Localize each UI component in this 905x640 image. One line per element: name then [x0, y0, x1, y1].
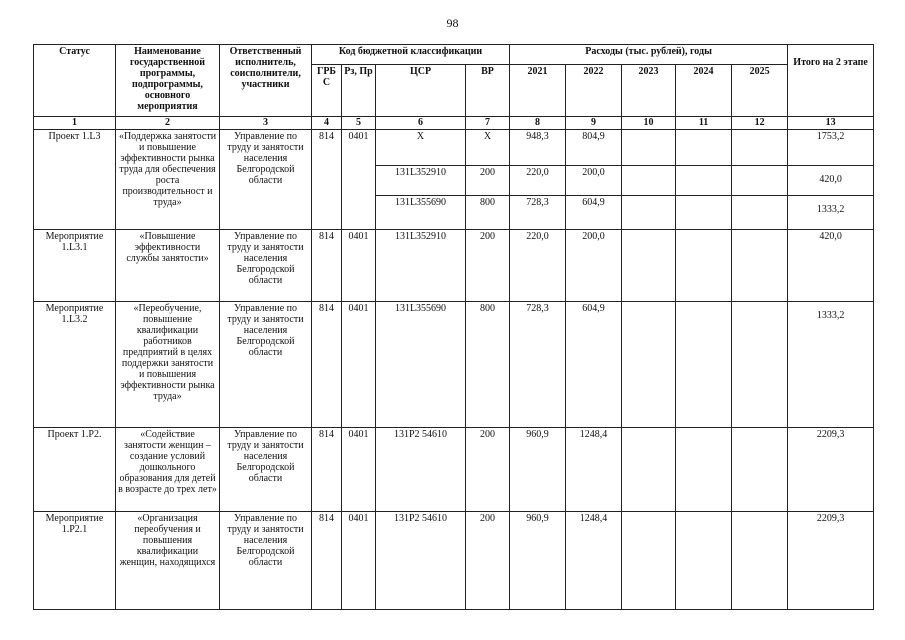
row-expense-2025 — [732, 196, 788, 230]
row-rzpr: 0401 — [342, 302, 376, 428]
row-expense-2024 — [676, 196, 732, 230]
row-expense-2024 — [676, 302, 732, 428]
row-grbs: 814 — [312, 428, 342, 512]
row-expense-2025 — [732, 230, 788, 302]
column-number: 9 — [566, 117, 622, 130]
row-total: 1753,2 — [788, 130, 874, 166]
row-name: «Повышение эффективности службы занятости» — [116, 230, 220, 302]
table-row — [34, 512, 874, 610]
row-status: Мероприятие 1.L3.2 — [34, 302, 116, 428]
column-number: 5 — [342, 117, 376, 130]
row-expense-2023 — [622, 230, 676, 302]
column-number: 3 — [220, 117, 312, 130]
row-expense-2021: 220,0 — [510, 166, 566, 196]
header-name: Наименование государственной программы, подпрограммы, основного мероприятия — [116, 45, 220, 117]
row-expense-2025 — [732, 166, 788, 196]
header-year-2023: 2023 — [622, 65, 676, 117]
row-name: «Организация переобучения и повышения квалификации женщин, находящихся — [116, 512, 220, 610]
row-status: Проект 1.L3 — [34, 130, 116, 230]
row-responsible: Управление по труду и занятости населения Белгородской области — [220, 428, 312, 512]
header-total: Итого на 2 этапе — [788, 45, 874, 117]
header-responsible: Ответственный исполнитель, соисполнители, участники — [220, 45, 312, 117]
row-expense-2024 — [676, 130, 732, 166]
header-csr: ЦСР — [376, 65, 466, 117]
row-expense-2021: 728,3 — [510, 302, 566, 428]
row-expense-2023 — [622, 196, 676, 230]
row-expense-2022: 200,0 — [566, 166, 622, 196]
row-expense-2025 — [732, 302, 788, 428]
row-expense-2023 — [622, 302, 676, 428]
row-expense-2021: 728,3 — [510, 196, 566, 230]
header-rzpr: Рз, Пр — [342, 65, 376, 117]
budget-table — [33, 44, 874, 610]
row-expense-2021: 948,3 — [510, 130, 566, 166]
row-grbs: 814 — [312, 130, 342, 230]
row-vr: 200 — [466, 428, 510, 512]
row-expense-2022: 200,0 — [566, 230, 622, 302]
row-expense-2024 — [676, 428, 732, 512]
header-budget-code: Код бюджетной классификации — [312, 45, 510, 65]
row-expense-2024 — [676, 512, 732, 610]
column-number: 7 — [466, 117, 510, 130]
row-total: 2209,3 — [788, 428, 874, 512]
column-number: 2 — [116, 117, 220, 130]
header-grbs: ГРБ С — [312, 65, 342, 117]
row-expense-2022: 604,9 — [566, 196, 622, 230]
row-expense-2023 — [622, 428, 676, 512]
row-expense-2022: 1248,4 — [566, 428, 622, 512]
row-expense-2024 — [676, 166, 732, 196]
row-name: «Переобучение, повышение квалификации работников предприятий в целях поддержки занятости и повышения эффективности рынка труда» — [116, 302, 220, 428]
row-responsible: Управление по труду и занятости населения Белгородской области — [220, 130, 312, 230]
row-grbs: 814 — [312, 230, 342, 302]
row-expense-2022: 604,9 — [566, 302, 622, 428]
column-number: 4 — [312, 117, 342, 130]
row-expense-2025 — [732, 512, 788, 610]
row-total: 420,0 — [788, 166, 874, 196]
row-vr: 200 — [466, 166, 510, 196]
row-total: 2209,3 — [788, 512, 874, 610]
header-vr: ВР — [466, 65, 510, 117]
row-vr: Х — [466, 130, 510, 166]
column-number: 8 — [510, 117, 566, 130]
row-status: Проект 1.P2. — [34, 428, 116, 512]
row-total: 1333,2 — [788, 196, 874, 230]
row-csr: Х — [376, 130, 466, 166]
row-expense-2022: 1248,4 — [566, 512, 622, 610]
table-row — [34, 230, 874, 302]
row-expense-2021: 960,9 — [510, 512, 566, 610]
row-expense-2023 — [622, 130, 676, 166]
column-number: 1 — [34, 117, 116, 130]
row-rzpr: 0401 — [342, 230, 376, 302]
row-vr: 200 — [466, 512, 510, 610]
header-year-2025: 2025 — [732, 65, 788, 117]
row-rzpr: 0401 — [342, 512, 376, 610]
column-number: 6 — [376, 117, 466, 130]
row-expense-2023 — [622, 512, 676, 610]
header-status: Статус — [34, 45, 116, 117]
row-rzpr: 0401 — [342, 130, 376, 230]
row-expense-2021: 220,0 — [510, 230, 566, 302]
column-number: 12 — [732, 117, 788, 130]
header-year-2022: 2022 — [566, 65, 622, 117]
row-grbs: 814 — [312, 302, 342, 428]
header-expenses: Расходы (тыс. рублей), годы — [510, 45, 788, 65]
row-responsible: Управление по труду и занятости населения Белгородской области — [220, 302, 312, 428]
row-expense-2022: 804,9 — [566, 130, 622, 166]
column-number: 11 — [676, 117, 732, 130]
header-row-1 — [34, 45, 874, 65]
row-csr: 131L352910 — [376, 230, 466, 302]
column-number: 13 — [788, 117, 874, 130]
row-expense-2025 — [732, 130, 788, 166]
row-csr: 131P2 54610 — [376, 512, 466, 610]
table-row — [34, 428, 874, 512]
row-csr: 131P2 54610 — [376, 428, 466, 512]
header-year-2021: 2021 — [510, 65, 566, 117]
row-expense-2023 — [622, 166, 676, 196]
row-expense-2021: 960,9 — [510, 428, 566, 512]
row-csr: 131L355690 — [376, 302, 466, 428]
row-expense-2025 — [732, 428, 788, 512]
row-vr: 200 — [466, 230, 510, 302]
row-csr: 131L352910 — [376, 166, 466, 196]
table-row — [34, 130, 874, 166]
row-expense-2024 — [676, 230, 732, 302]
row-status: Мероприятие 1.P2.1 — [34, 512, 116, 610]
row-name: «Поддержка занятости и повышение эффективности рынка труда для обеспечения роста производительност и труда» — [116, 130, 220, 230]
row-responsible: Управление по труду и занятости населения Белгородской области — [220, 512, 312, 610]
row-name: «Содействие занятости женщин – создание условий дошкольного образования для детей в возрасте до трех лет» — [116, 428, 220, 512]
row-responsible: Управление по труду и занятости населения Белгородской области — [220, 230, 312, 302]
table-row — [34, 302, 874, 428]
header-year-2024: 2024 — [676, 65, 732, 117]
row-total: 420,0 — [788, 230, 874, 302]
row-vr: 800 — [466, 302, 510, 428]
column-number-row — [34, 117, 874, 130]
row-total: 1333,2 — [788, 302, 874, 428]
row-csr: 131L355690 — [376, 196, 466, 230]
page-number: 98 — [446, 16, 459, 30]
column-number: 10 — [622, 117, 676, 130]
row-status: Мероприятие 1.L3.1 — [34, 230, 116, 302]
row-vr: 800 — [466, 196, 510, 230]
row-rzpr: 0401 — [342, 428, 376, 512]
row-grbs: 814 — [312, 512, 342, 610]
